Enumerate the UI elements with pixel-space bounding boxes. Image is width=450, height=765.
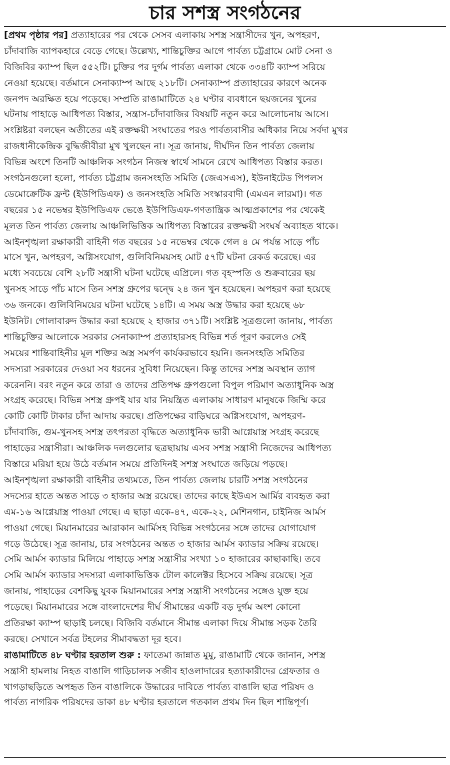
article-line: পাহাড়ের সন্ত্রাসীরা। আঞ্চলিক দলগুলোর ছত্রছায়ায় এসব সশস্ত্র সন্ত্রাসী নিজেদের আধিপত্য <box>4 443 332 455</box>
article-body <box>4 28 446 711</box>
article-line: ইউনিট। গোলাবারুদ উদ্ধার করা হয়েছে ২ হাজার ৩৭১টি। সংশ্লিষ্ট সূত্রগুলো জানায়, পার্বত্য <box>4 316 333 328</box>
article-line: সময়ের শান্তিবাহিনীর মূল শক্তির অস্ত্র সমর্পণ কার্যকরভাবে হয়নি। জনসংহতি সমিতির <box>4 347 305 359</box>
article-line: পড়েছে। মিয়ানমারের সঙ্গে বাংলাদেশের দীর্ঘ সীমান্তের একটি বড় দুর্গম অংশ কোনো <box>4 602 301 614</box>
bottom-rule <box>4 757 446 758</box>
article-line: ঘটনায় পাহাড়ে আধিপত্য বিস্তার, সন্ত্রাস-চাঁদাবাজির বিষয়টি নতুন করে আলোচনায় আসে। <box>4 109 329 121</box>
article-line: শান্তিচুক্তির আলোকে সরকার সেনাক্যাম্প প্রত্যাহারসহ বিভিন্ন শর্ত পূরণ করলেও সেই <box>4 331 307 343</box>
article-line: সন্ত্রাসী হামলায় নিহত বাঙালি গাড়িচালক সজীব হাওলাদারের হত্যাকারীদের গ্রেফতার ও <box>4 665 321 677</box>
article-line: এম-১৬ আগ্নেয়াস্ত্র পাওয়া গেছে। এ ছাড়া একে-৪৭, একে-২২, মেশিনগান, চাইনিজ আর্মস <box>4 506 327 518</box>
headline: চার সশস্ত্র সংগঠনের <box>149 2 301 24</box>
article-line: রাজধানীকেন্দ্রিক বুদ্ধিজীবীরা মুখ খুলছেন না। সূত্র জানায়, দীর্ঘদিন তিন পার্বত্য জেলায় <box>4 141 315 153</box>
article-line: বিজিবির ক্যাম্প ছিল ৫৫২টি। চুক্তির পর দুর্গম পার্বত্য এলাকা থেকে ৩৩৪টি ক্যাম্প সরিয়ে <box>4 61 326 73</box>
article-line: বিস্তারে মরিয়া হয়ে উঠে বর্তমান সময়ে প্রতিদিনই সশস্ত্র সংঘাতে জড়িয়ে পড়ছে। <box>4 459 288 471</box>
article-line: ৩৬ জনকে। গুলিবিনিময়ের ঘটনা ঘটেছে ১৪টি। এ সময় অস্ত্র উদ্ধার করা হয়েছে ৬৮ <box>4 300 305 312</box>
article-line: সংগ্রহ করেছে। বিভিন্ন সশস্ত্র গ্রুপই যার যার নিয়ন্ত্রিত এলাকায় সাধারণ মানুষকে জিম্মি করে <box>4 395 326 407</box>
article-line: বিভিন্ন অংশে তিনটি আঞ্চলিক সংগঠন নিজস্ব স্বার্থে সামনে রেখে আধিপত্য বিস্তার করত। <box>4 157 323 169</box>
article-line: নেওয়া হয়েছে। বর্তমানে সেনাক্যাম্প আছে ২১৮টি। সেনাক্যাম্প প্রত্যাহারের কারণে অনেক <box>4 77 327 89</box>
headline-rule <box>4 26 446 27</box>
continuation-ref: [প্রথম পৃষ্ঠার পর] <box>4 30 68 41</box>
article-line: জনপদ অরক্ষিত হয়ে পড়েছে। সম্প্রতি রাঙামাটিতে ২৪ ঘণ্টার ব্যবধানে ছয়জনের খুনের <box>4 93 317 105</box>
article-line: রাঙামাটিতে ৪৮ ঘণ্টার হরতাল শুরু : ফাতেমা জান্নাত মুমু, রাঙামাটি থেকে জানান, সশস্ত্র <box>4 649 326 661</box>
article-line: চাঁদাবাজি, গুম-খুনসহ সশস্ত্র তৎপরতা বৃদ্ধিতে অত্যাধুনিক ভারী আগ্নেয়াস্ত্র সংগ্রহ করেছে <box>4 427 320 439</box>
article-line: সংশ্লিষ্টরা বলছেন অতীতের এই রক্তক্ষয়ী সংঘাতের পরও পার্বত্যবাসীর অধিকার নিয়ে সর্বদা মুখর <box>4 125 349 137</box>
article-line: চাঁদাবাজি ব্যাপকহারে বেড়ে গেছে। উল্লেখ্য, শান্তিচুক্তির আগে পার্বত্য চট্টগ্রামে মোট সেনা ও <box>4 45 333 57</box>
article-line: খাগড়াছড়িতে অপহৃত তিন বাঙালিকে উদ্ধারের দাবিতে পার্বত্য বাঙালি ছাত্র পরিষদ ও <box>4 681 315 693</box>
article-line: করেননি। বরং নতুন করে তারা ও তাদের প্রতিপক্ষ গ্রুপগুলো বিপুল পরিমাণ অত্যাধুনিক অস্ত্র <box>4 379 334 391</box>
article-line: পাওয়া গেছে। মিয়ানমারের আরাকান আর্মিসহ বিভিন্ন সংগঠনের সঙ্গে তাদের যোগাযোগ <box>4 522 317 534</box>
article-line: সেমি আর্মস ক্যাডার সদস্যরা এলাকাভিত্তিক টোল কালেক্টর হিসেবে সক্রিয় রয়েছে। সূত্র <box>4 570 313 582</box>
article-line: মূলত তিন পার্বত্য জেলায় আঞ্চলিভিত্তিক আধিপত্য বিস্তারের রক্তক্ষয়ী সংঘর্ষ অব্যাহত থাকে। <box>4 220 339 232</box>
article-line: পার্বত্য নাগরিক পরিষদের ডাকা ৪৮ ঘণ্টার হরতালে গতকাল প্রথম দিন ছিল শান্তিপূর্ণ। <box>4 697 309 709</box>
article-line: করছে। সেখানে সর্বত্র টহলের সীমাবদ্ধতা দূর হবে। <box>4 633 182 645</box>
article-line: গড়ে উঠেছে। সূত্র জানায়, চার সংগঠনের অন্তত ৩ হাজার আর্মস ক্যাডার সক্রিয় রয়েছে। <box>4 538 319 550</box>
article-line: সদস্যরা সরকারের দেওয়া সব ধরনের সুবিধা নিয়েছেন। কিন্তু তাদের সশস্ত্র অবস্থান ত্যাগ <box>4 363 316 375</box>
article-line: মাসে খুন, অপহরণ, অগ্নিসংযোগ, গুলিবিনিময়সহ মোট ৫৭টি ঘটনা রেকর্ড করেছে। এর <box>4 252 316 264</box>
article-line: বছরের ১৫ নভেম্বর ইউপিডিএফ ভেঙে ইউপিডিএফ-গণতান্ত্রিক আত্মপ্রকাশের পর থেকেই <box>4 204 325 216</box>
subhead: রাঙামাটিতে ৪৮ ঘণ্টার হরতাল শুরু : <box>4 649 141 661</box>
article-line: সেমি আর্মস ক্যাডার মিলিয়ে পাহাড়ে সশস্ত্র সন্ত্রাসীর সংখ্যা ১০ হাজারের কাছাকাছি। তবে <box>4 554 321 566</box>
article-line: ডেমোক্রেটিক ফ্রন্ট (ইউপিডিএফ) ও জনসংহতি সমিতি সংস্কারবাদী (এমএন লারমা)। গত <box>4 188 323 200</box>
article-line: আইনশৃঙ্খলা রক্ষাকারী বাহিনী গত বছরের ১৫ নভেম্বর থেকে গেল ৪ মে পর্যন্ত সাড়ে পাঁচ <box>4 236 320 248</box>
article-line: মধ্যে সবচেয়ে বেশি ২৮টি সন্ত্রাসী ঘটনা ঘটেছে এপ্রিলে। গত বৃহস্পতি ও শুক্রবারের ছয় <box>4 268 316 280</box>
article-line: সদস্যের হাতে অন্তত সাড়ে ৩ হাজার অস্ত্র রয়েছে। তাদের কাছে ইউএস আর্মির ব্যবহৃত করা <box>4 490 330 502</box>
article-line: কোটি কোটি টাকার চাঁদা আদায় করছে। প্রতিপক্ষের বাড়িঘরে অগ্নিসংযোগ, অপহরণ- <box>4 411 306 423</box>
article-line: আইনশৃঙ্খলা রক্ষাকারী বাহিনীর তথ্যমতে, তিন পার্বত্য জেলায় চারটি সশস্ত্র সংগঠনের <box>4 474 309 486</box>
article-line: প্রতিরক্ষা ক্যাম্প ছাড়াই চলছে। বিজিবি বর্তমানে সীমান্ত এলাকা দিয়ে সীমান্ত সড়ক তৈরি <box>4 617 318 629</box>
article-line: সংগঠনগুলো হলো, পার্বত্য চট্টগ্রাম জনসংহতি সমিতি (জেএসএস), ইউনাইটেড পিপলস <box>4 173 323 185</box>
article-line: [প্রথম পৃষ্ঠার পর] প্রত্যাহারের পর থেকে সেসব এলাকায় সশস্ত্র সন্ত্রাসীদের খুন, অপহরণ, <box>4 30 320 41</box>
article-line: জানায়, পাহাড়ের বেশকিছু যুবক মিয়ানমারের সশস্ত্র সন্ত্রাসী সংগঠনের সঙ্গেও যুক্ত হয়ে <box>4 586 309 598</box>
article-line: খুনসহ সাড়ে পাঁচ মাসে তিন সশস্ত্র গ্রুপের দ্বন্দ্বে ২৪ জন খুন হয়েছেন। অপহরণ করা হয়েছে <box>4 284 331 296</box>
